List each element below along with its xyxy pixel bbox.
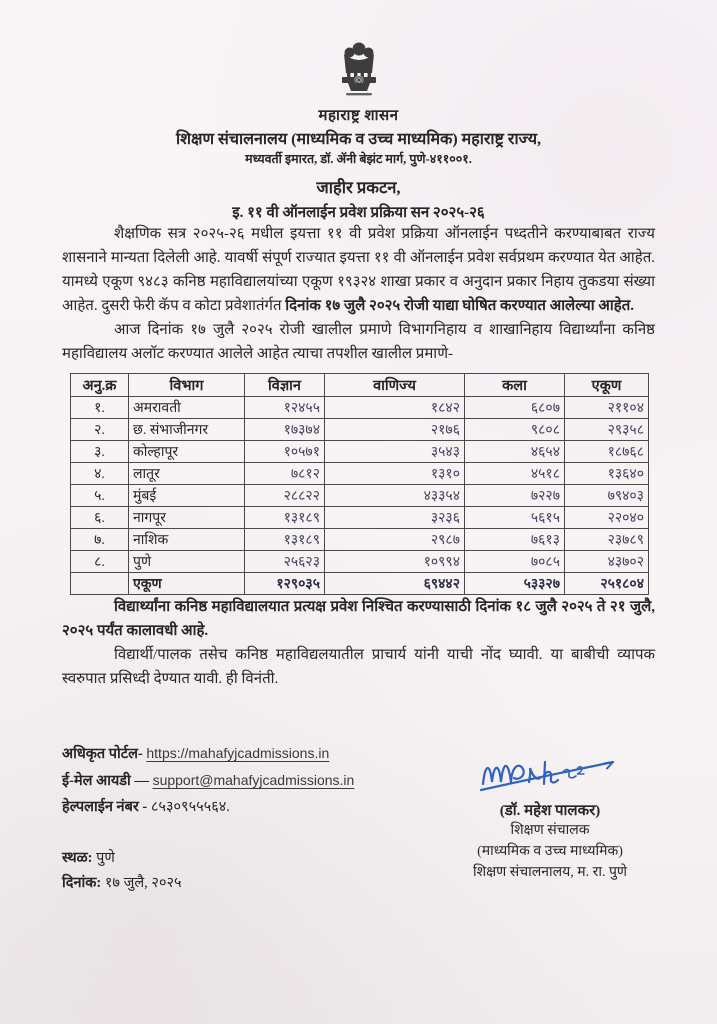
table-cell: अमरावती — [129, 397, 245, 419]
table-cell: ५. — [71, 485, 129, 507]
table-cell: २५६२३ — [245, 551, 325, 573]
table-cell: ९८०८ — [465, 419, 565, 441]
table-cell: ६९४४२ — [325, 573, 465, 595]
table-cell: १७३७४ — [245, 419, 325, 441]
government-name: महाराष्ट्र शासन — [318, 108, 399, 124]
table-cell: लातूर — [129, 463, 245, 485]
table-cell: एकूण — [129, 573, 245, 595]
emblem-wrap — [62, 40, 655, 103]
table-cell: ७२२७ — [465, 485, 565, 507]
helpline-line — [62, 794, 354, 820]
table-cell: ३२३६ — [325, 507, 465, 529]
contact-block — [62, 740, 354, 820]
table-cell — [71, 573, 129, 595]
table-cell: २११०४ — [565, 397, 649, 419]
email-line — [62, 767, 354, 794]
ashoka-emblem-icon — [331, 40, 387, 98]
signatory-office: शिक्षण संचालनालय, म. रा. पुणे — [472, 865, 628, 880]
table-cell: ५३३२७ — [465, 573, 565, 595]
portal-label: अधिकृत पोर्टल- — [62, 746, 143, 762]
table-body — [71, 397, 649, 573]
email-link[interactable]: support@mahafyjcadmissions.in — [152, 772, 355, 788]
table-row — [71, 463, 649, 485]
document-title: जाहीर प्रकटन, — [316, 178, 401, 197]
signatory-name: (डॉ. महेश पालकर) — [499, 803, 601, 819]
email-label: ई-मेल आयडी — — [62, 773, 149, 789]
table-cell: ७६१३ — [465, 529, 565, 551]
table-cell: २. — [71, 419, 129, 441]
helpline-number: ८५३०९५५५६४. — [150, 799, 230, 815]
table-cell: ८. — [71, 551, 129, 573]
table-cell: ७०८५ — [465, 551, 565, 573]
paragraph-schedule: विद्यार्थ्यांना कनिष्ठ महाविद्यालयात प्रत्यक्ष प्रवेश निश्चित करण्यासाठी दिनांक १८ जुलै २०२५ ते २१ जुलै, २०२५ पर्यंत कालावधी आहे. — [62, 599, 655, 639]
table-cell: नागपूर — [129, 507, 245, 529]
place-date-block — [62, 846, 182, 896]
table-row — [71, 485, 649, 507]
date-value: १७ जुलै, २०२५ — [104, 875, 182, 891]
paragraph-allotment: आज दिनांक १७ जुलै २०२५ रोजी खालील प्रमाणे विभागनिहाय व शाखानिहाय विद्यार्थ्यांना कनिष्ठ महाविद्यालय अलॉट करण्यात आलेले आहेत त्याचा तपशील खालील प्रमाणे- — [62, 322, 655, 362]
date-line — [62, 871, 182, 896]
table-row — [71, 551, 649, 573]
signature-scribble — [425, 742, 675, 800]
table-row — [71, 529, 649, 551]
helpline-label: हेल्पलाईन नंबर - — [62, 799, 148, 815]
signature-block — [425, 742, 675, 883]
table-cell: ७८१२ — [245, 463, 325, 485]
signatory-designation: शिक्षण संचालक — [510, 823, 590, 838]
table-cell: १. — [71, 397, 129, 419]
directorate-name: शिक्षण संचालनालय (माध्यमिक व उच्च माध्यमिक) महाराष्ट्र राज्य, — [175, 131, 542, 148]
table-cell: ३५४३ — [325, 441, 465, 463]
place-value: पुणे — [96, 850, 115, 866]
table-cell: २९८७ — [325, 529, 465, 551]
table-cell: ४६५४ — [465, 441, 565, 463]
table-cell: मुंबई — [129, 485, 245, 507]
table-cell: १०९९४ — [325, 551, 465, 573]
handwritten-signature-icon — [445, 742, 655, 800]
portal-url-link[interactable]: https://mahafyjcadmissions.in — [146, 745, 330, 761]
signatory-department: (माध्यमिक व उच्च माध्यमिक) — [477, 844, 623, 859]
table-cell: १३१० — [325, 463, 465, 485]
table-cell: १३१८९ — [245, 529, 325, 551]
table-cell: ६. — [71, 507, 129, 529]
table-cell: २२०४० — [565, 507, 649, 529]
table-cell: २३७८९ — [565, 529, 649, 551]
table-cell: १३१८९ — [245, 507, 325, 529]
table-row — [71, 507, 649, 529]
table-cell: २८८२२ — [245, 485, 325, 507]
table-cell: ३. — [71, 441, 129, 463]
col-header-total: एकूण — [565, 374, 649, 397]
table-total-row — [71, 573, 649, 595]
table-cell: कोल्हापूर — [129, 441, 245, 463]
table-cell: छ. संभाजीनगर — [129, 419, 245, 441]
col-header-division: विभाग — [129, 374, 245, 397]
col-header-arts: कला — [465, 374, 565, 397]
date-label: दिनांक: — [62, 875, 102, 891]
table-cell: १२४५५ — [245, 397, 325, 419]
col-header-commerce: वाणिज्य — [325, 374, 465, 397]
table-cell: १८७६८ — [565, 441, 649, 463]
table-row — [71, 419, 649, 441]
table-row — [71, 397, 649, 419]
table-cell: ४३३५४ — [325, 485, 465, 507]
table-cell: १८४२ — [325, 397, 465, 419]
table-row — [71, 441, 649, 463]
paragraph-intro-text: शैक्षणिक सत्र २०२५-२६ मधील इयत्ता ११ वी प्रवेश प्रक्रिया ऑनलाईन पध्दतीने करण्याबाबत राज्य शासनाने मान्यता दिलेली आहे. यावर्षी संपूर्ण राज्यात इयत्ता ११ वी ऑनलाईन प्रवेश सर्वप्रथम करण्यात येत आहेत. यामध्ये एकूण ९४८३ कनिष्ठ महाविद्यालयांच्या एकूण १९३२४ शाखा प्रकार व अनुदान प्रकार निहाय तुकडया संख्या आहेत. दुसरी फेरी कॅप व कोटा प्रवेशातंर्गत — [62, 226, 655, 314]
table-cell: ४. — [71, 463, 129, 485]
table-header-row — [71, 374, 649, 397]
table-cell: २९३५८ — [565, 419, 649, 441]
document-subtitle: इ. ११ वी ऑनलाईन प्रवेश प्रक्रिया सन २०२५-२६ — [232, 205, 485, 221]
table-cell: ४५१८ — [465, 463, 565, 485]
table-cell: ४३७०२ — [565, 551, 649, 573]
table-cell: ५६१५ — [465, 507, 565, 529]
table-cell: २१७६ — [325, 419, 465, 441]
paragraph-notice: विद्यार्थी/पालक तसेच कनिष्ठ महाविद्यलयातील प्राचार्य यांनी याची नोंद घ्यावी. या बाबीची व्यापक स्वरुपात प्रसिध्दी देण्यात यावी. ही विनंती. — [62, 647, 655, 687]
col-header-serial: अनु.क्र — [71, 374, 129, 397]
table-cell: ६८०७ — [465, 397, 565, 419]
table-cell: १३६४० — [565, 463, 649, 485]
table-cell: नाशिक — [129, 529, 245, 551]
table-cell: २५१८०४ — [565, 573, 649, 595]
paragraph-intro-bold: दिनांक १७ जुलै २०२५ रोजी याद्या घोषित करण्यात आलेल्या आहेत. — [285, 298, 634, 314]
place-label: स्थळ: — [62, 850, 93, 866]
office-address: मध्यवर्ती इमारत, डॉ. ॲनी बेझंट मार्ग, पुणे-४११००१. — [245, 152, 472, 166]
table-cell: पुणे — [129, 551, 245, 573]
paragraph-intro — [62, 222, 655, 318]
allotment-table — [70, 373, 649, 595]
table-cell: ७. — [71, 529, 129, 551]
table-cell: १०५७१ — [245, 441, 325, 463]
table-cell: ७९४०३ — [565, 485, 649, 507]
place-line — [62, 846, 182, 871]
portal-line — [62, 740, 354, 767]
col-header-science: विज्ञान — [245, 374, 325, 397]
table-cell: १२९०३५ — [245, 573, 325, 595]
